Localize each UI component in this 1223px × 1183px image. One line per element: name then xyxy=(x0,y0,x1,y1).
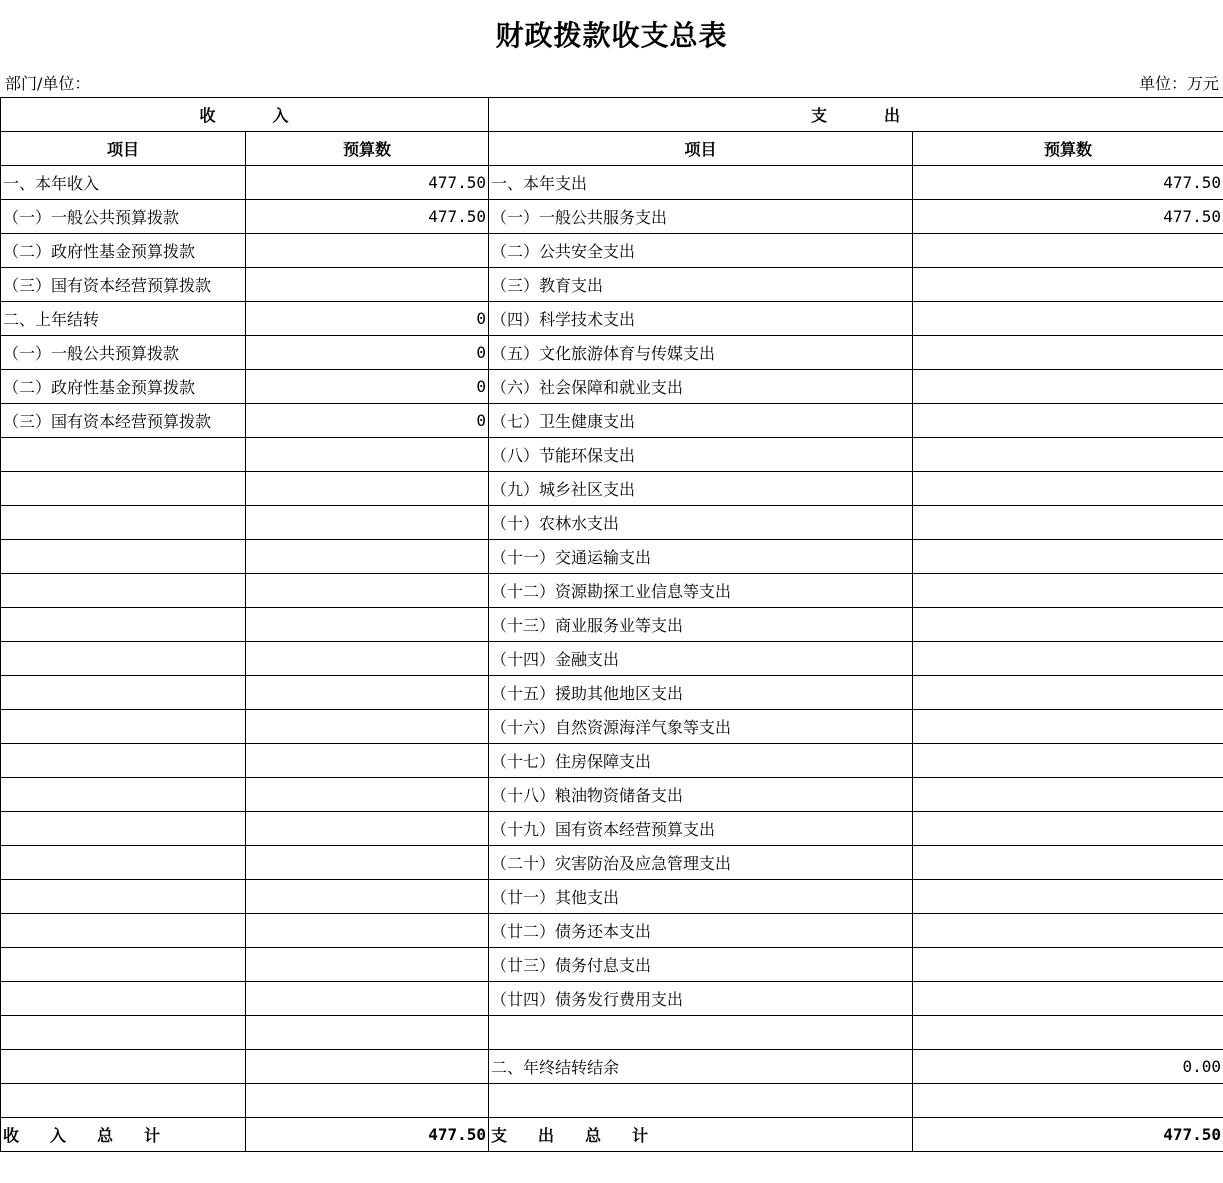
table-row xyxy=(1,676,1223,710)
table-row xyxy=(1,506,1223,540)
expense-item-cell: （二十）灾害防治及应急管理支出 xyxy=(489,846,913,880)
income-item-cell xyxy=(1,608,246,642)
page-title: 财政拨款收支总表 xyxy=(495,19,728,52)
expense-budget-cell: 477.50 xyxy=(913,166,1223,200)
table-row xyxy=(1,438,1223,472)
expense-item-header: 项目 xyxy=(489,132,913,166)
section-header-row xyxy=(1,98,1223,132)
table-row xyxy=(1,370,1223,404)
table-row xyxy=(1,1016,1223,1050)
income-item-cell xyxy=(1,778,246,812)
expense-budget-cell xyxy=(913,234,1223,268)
income-budget-cell: 0 xyxy=(246,336,489,370)
income-item-cell xyxy=(1,506,246,540)
expense-item-cell: （九）城乡社区支出 xyxy=(489,472,913,506)
expense-budget-cell xyxy=(913,744,1223,778)
table-row xyxy=(1,1084,1223,1118)
income-item-cell xyxy=(1,846,246,880)
expense-item-cell: （廿四）债务发行费用支出 xyxy=(489,982,913,1016)
expense-budget-cell xyxy=(913,540,1223,574)
expense-budget-cell xyxy=(913,710,1223,744)
income-budget-cell: 0 xyxy=(246,302,489,336)
table-row xyxy=(1,336,1223,370)
table-row xyxy=(1,948,1223,982)
expense-item-cell: （十八）粮油物资储备支出 xyxy=(489,778,913,812)
income-budget-cell xyxy=(246,438,489,472)
table-row xyxy=(1,404,1223,438)
expense-total-value: 477.50 xyxy=(913,1118,1223,1152)
table-row xyxy=(1,574,1223,608)
expense-budget-cell xyxy=(913,404,1223,438)
expense-item-cell: （七）卫生健康支出 xyxy=(489,404,913,438)
income-budget-cell xyxy=(246,472,489,506)
expense-item-cell: （十七）住房保障支出 xyxy=(489,744,913,778)
expense-item-cell: （十三）商业服务业等支出 xyxy=(489,608,913,642)
income-budget-cell xyxy=(246,1084,489,1118)
expense-budget-cell xyxy=(913,302,1223,336)
income-item-cell xyxy=(1,1016,246,1050)
expense-total-label-char: 支 xyxy=(491,1126,509,1145)
income-item-cell xyxy=(1,1050,246,1084)
income-item-cell xyxy=(1,710,246,744)
column-header-row xyxy=(1,132,1223,166)
expense-budget-header: 预算数 xyxy=(913,132,1223,166)
expense-budget-cell: 0.00 xyxy=(913,1050,1223,1084)
expense-budget-cell xyxy=(913,812,1223,846)
income-item-cell xyxy=(1,642,246,676)
expense-item-cell: 一、本年支出 xyxy=(489,166,913,200)
income-item-cell xyxy=(1,948,246,982)
expense-budget-cell xyxy=(913,268,1223,302)
income-item-cell: （二）政府性基金预算拨款 xyxy=(1,370,246,404)
income-item-cell xyxy=(1,540,246,574)
expense-item-cell: （二）公共安全支出 xyxy=(489,234,913,268)
expense-item-cell: （十二）资源勘探工业信息等支出 xyxy=(489,574,913,608)
income-item-cell xyxy=(1,744,246,778)
income-budget-cell xyxy=(246,1050,489,1084)
expense-budget-cell xyxy=(913,370,1223,404)
income-total-label-char: 入 xyxy=(50,1126,68,1145)
income-budget-cell: 0 xyxy=(246,404,489,438)
income-item-cell: （一）一般公共预算拨款 xyxy=(1,200,246,234)
expense-item-cell: （十一）交通运输支出 xyxy=(489,540,913,574)
income-item-cell: 二、上年结转 xyxy=(1,302,246,336)
expense-budget-cell xyxy=(913,982,1223,1016)
expense-total-label-char: 出 xyxy=(538,1126,556,1145)
expense-total-label xyxy=(489,1118,913,1152)
table-row xyxy=(1,472,1223,506)
expense-budget-cell xyxy=(913,1084,1223,1118)
income-budget-cell xyxy=(246,812,489,846)
table-row xyxy=(1,234,1223,268)
table-row xyxy=(1,268,1223,302)
income-budget-cell: 477.50 xyxy=(246,166,489,200)
expense-budget-cell xyxy=(913,1016,1223,1050)
budget-table xyxy=(0,97,1223,1152)
income-budget-cell xyxy=(246,982,489,1016)
income-budget-cell xyxy=(246,506,489,540)
expense-item-cell: 二、年终结转结余 xyxy=(489,1050,913,1084)
table-row xyxy=(1,166,1223,200)
table-row xyxy=(1,812,1223,846)
table-row xyxy=(1,744,1223,778)
income-budget-cell: 477.50 xyxy=(246,200,489,234)
income-item-header: 项目 xyxy=(1,132,246,166)
expense-item-cell xyxy=(489,1084,913,1118)
expense-item-cell: （八）节能环保支出 xyxy=(489,438,913,472)
income-budget-cell xyxy=(246,540,489,574)
expense-item-cell: （廿三）债务付息支出 xyxy=(489,948,913,982)
income-total-label-char: 计 xyxy=(144,1126,162,1145)
expense-item-cell: （四）科学技术支出 xyxy=(489,302,913,336)
expense-item-cell: （十九）国有资本经营预算支出 xyxy=(489,812,913,846)
income-item-cell xyxy=(1,982,246,1016)
income-budget-cell xyxy=(246,676,489,710)
expense-item-cell: （十）农林水支出 xyxy=(489,506,913,540)
expense-item-cell: （五）文化旅游体育与传媒支出 xyxy=(489,336,913,370)
expense-budget-cell xyxy=(913,676,1223,710)
expense-item-cell: （三）教育支出 xyxy=(489,268,913,302)
department-label: 部门/单位： xyxy=(5,74,91,93)
income-total-value: 477.50 xyxy=(246,1118,489,1152)
income-budget-cell xyxy=(246,608,489,642)
income-total-label-char: 总 xyxy=(97,1126,115,1145)
expense-budget-cell xyxy=(913,880,1223,914)
income-total-label xyxy=(1,1118,246,1152)
income-item-cell xyxy=(1,914,246,948)
expense-item-cell: （六）社会保障和就业支出 xyxy=(489,370,913,404)
income-budget-cell xyxy=(246,1016,489,1050)
income-item-cell xyxy=(1,1084,246,1118)
income-item-cell xyxy=(1,676,246,710)
table-row xyxy=(1,710,1223,744)
income-section-header: 收 入 xyxy=(1,98,489,132)
income-item-cell xyxy=(1,574,246,608)
income-budget-header: 预算数 xyxy=(246,132,489,166)
expense-budget-cell xyxy=(913,574,1223,608)
unit-label: 单位：万元 xyxy=(1138,74,1219,93)
expense-item-cell: （十五）援助其他地区支出 xyxy=(489,676,913,710)
income-budget-cell xyxy=(246,914,489,948)
income-budget-cell xyxy=(246,710,489,744)
income-item-cell xyxy=(1,472,246,506)
expense-budget-cell xyxy=(913,336,1223,370)
expense-budget-cell xyxy=(913,506,1223,540)
income-budget-cell xyxy=(246,642,489,676)
table-row xyxy=(1,846,1223,880)
table-row xyxy=(1,200,1223,234)
income-budget-cell xyxy=(246,574,489,608)
income-total-label-char: 收 xyxy=(3,1126,21,1145)
income-budget-cell xyxy=(246,846,489,880)
income-item-cell: 一、本年收入 xyxy=(1,166,246,200)
expense-item-cell: （十六）自然资源海洋气象等支出 xyxy=(489,710,913,744)
income-budget-cell xyxy=(246,880,489,914)
income-item-cell xyxy=(1,880,246,914)
expense-total-label-char: 计 xyxy=(632,1126,650,1145)
expense-budget-cell xyxy=(913,778,1223,812)
income-item-cell: （二）政府性基金预算拨款 xyxy=(1,234,246,268)
expense-item-cell xyxy=(489,1016,913,1050)
income-item-cell: （三）国有资本经营预算拨款 xyxy=(1,404,246,438)
expense-item-cell: （廿一）其他支出 xyxy=(489,880,913,914)
income-budget-cell xyxy=(246,268,489,302)
expense-item-cell: （十四）金融支出 xyxy=(489,642,913,676)
expense-item-cell: （廿二）债务还本支出 xyxy=(489,914,913,948)
table-row xyxy=(1,642,1223,676)
expense-budget-cell: 477.50 xyxy=(913,200,1223,234)
income-item-cell xyxy=(1,438,246,472)
expense-section-header: 支 出 xyxy=(489,98,1223,132)
table-row xyxy=(1,982,1223,1016)
expense-item-cell: （一）一般公共服务支出 xyxy=(489,200,913,234)
table-row xyxy=(1,778,1223,812)
income-budget-cell xyxy=(246,948,489,982)
table-row xyxy=(1,302,1223,336)
expense-budget-cell xyxy=(913,846,1223,880)
expense-budget-cell xyxy=(913,608,1223,642)
totals-row xyxy=(1,1118,1223,1152)
expense-budget-cell xyxy=(913,438,1223,472)
income-item-cell: （一）一般公共预算拨款 xyxy=(1,336,246,370)
income-budget-cell xyxy=(246,234,489,268)
expense-budget-cell xyxy=(913,914,1223,948)
table-row xyxy=(1,608,1223,642)
income-budget-cell xyxy=(246,778,489,812)
income-budget-cell: 0 xyxy=(246,370,489,404)
table-row xyxy=(1,880,1223,914)
income-item-cell: （三）国有资本经营预算拨款 xyxy=(1,268,246,302)
table-row xyxy=(1,914,1223,948)
table-row xyxy=(1,540,1223,574)
expense-total-label-char: 总 xyxy=(585,1126,603,1145)
expense-budget-cell xyxy=(913,642,1223,676)
table-row xyxy=(1,1050,1223,1084)
expense-budget-cell xyxy=(913,472,1223,506)
income-item-cell xyxy=(1,812,246,846)
income-budget-cell xyxy=(246,744,489,778)
expense-budget-cell xyxy=(913,948,1223,982)
